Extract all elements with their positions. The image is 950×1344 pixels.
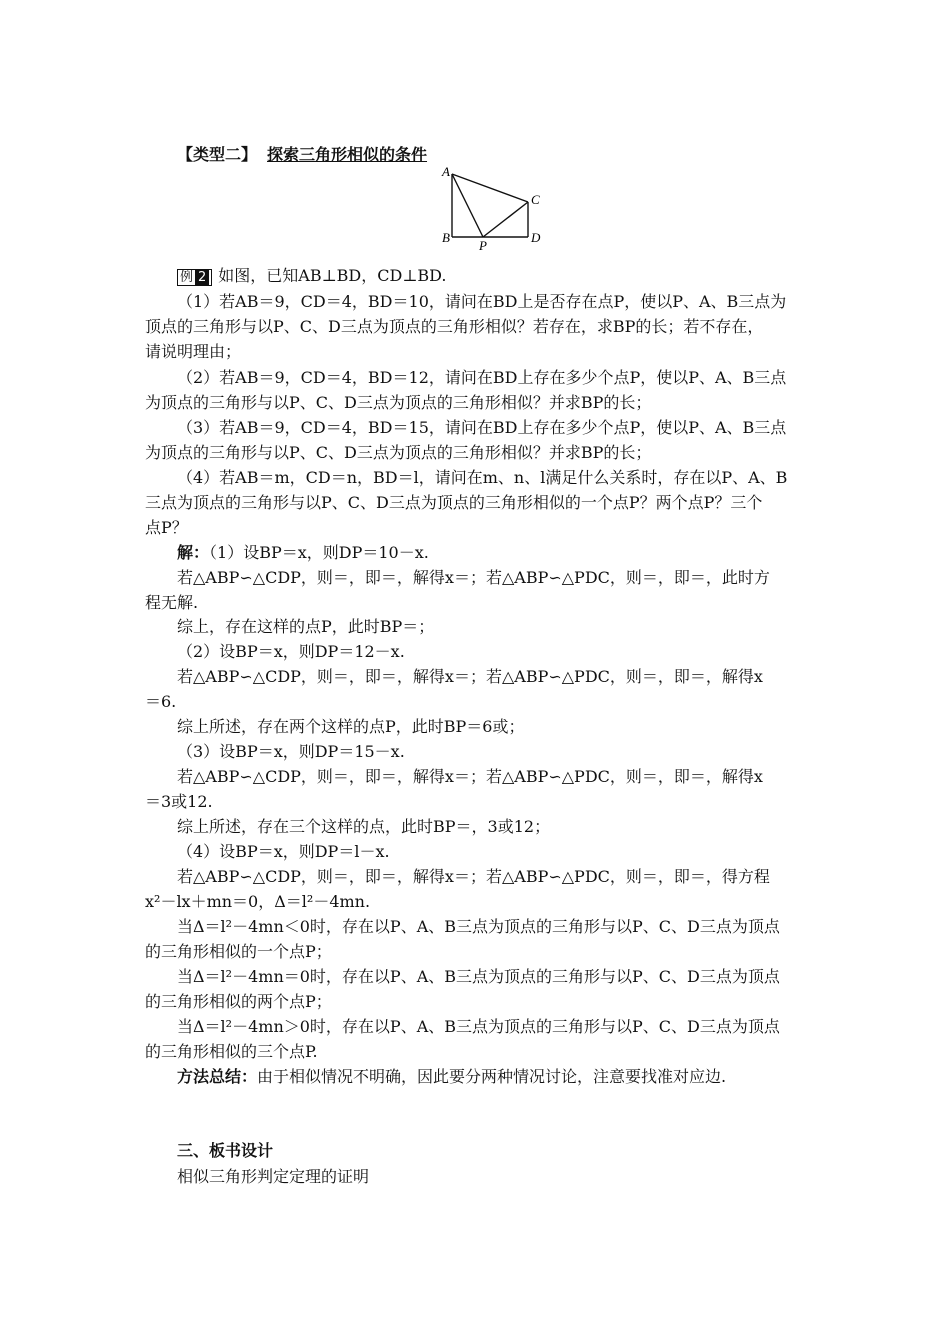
text-line: 当Δ＝l²－4mn＜0时，存在以P、A、B三点为顶点的三角形与以P、C、D三点为顶点	[177, 917, 780, 936]
solution-label: 解：	[177, 543, 210, 562]
example-badge: 例 2	[177, 269, 212, 286]
text-line: 若△ABP∽△CDP，则＝，即＝，解得x＝；若△ABP∽△PDC，则＝，即＝，此时方	[177, 568, 770, 587]
text-line: 当Δ＝l²－4mn＞0时，存在以P、A、B三点为顶点的三角形与以P、C、D三点为顶点	[177, 1017, 780, 1036]
label-a: A	[442, 164, 450, 179]
label-c: C	[531, 192, 540, 207]
text-line: 若△ABP∽△CDP，则＝，即＝，解得x＝；若△ABP∽△PDC，则＝，即＝，解得x	[177, 667, 763, 686]
text-line: 程无解.	[145, 593, 199, 612]
text-line: 当Δ＝l²－4mn＝0时，存在以P、A、B三点为顶点的三角形与以P、C、D三点为顶点	[177, 967, 780, 986]
text-line: ＝3或12.	[145, 792, 213, 811]
text-line: 综上所述，存在三个这样的点，此时BP＝，3或12；	[177, 817, 551, 836]
text-line: 综上所述，存在两个这样的点P，此时BP＝6或；	[177, 717, 525, 736]
text-line: （3）设BP＝x，则DP＝15－x.	[177, 742, 405, 761]
text-line: 为顶点的三角形与以P、C、D三点为顶点的三角形相似？并求BP的长；	[145, 393, 652, 412]
text-line: 顶点的三角形与以P、C、D三点为顶点的三角形相似？若存在，求BP的长；若不存在，	[145, 317, 764, 336]
section-title: 三、板书设计	[177, 1141, 274, 1160]
example-intro-line: 例 2 如图，已知AB⊥BD，CD⊥BD.	[177, 266, 842, 286]
text-line: （4）若AB＝m，CD＝n，BD＝l，请问在m、n、l满足什么关系时，存在以P、A、B	[177, 468, 788, 487]
section-heading	[177, 145, 427, 165]
text-line: 若△ABP∽△CDP，则＝，即＝，解得x＝；若△ABP∽△PDC，则＝，即＝，得方程	[177, 867, 770, 886]
text-line: 三点为顶点的三角形与以P、C、D三点为顶点的三角形相似的一个点P？两个点P？三个	[145, 493, 763, 512]
label-p: P	[479, 238, 487, 253]
text-line: （2）设BP＝x，则DP＝12－x.	[177, 642, 405, 661]
method-text: 由于相似情况不明确，因此要分两种情况讨论，注意要找准对应边.	[257, 1067, 727, 1086]
text-line: ＝6.	[145, 692, 177, 711]
geometry-figure	[438, 162, 548, 254]
section-body: 相似三角形判定定理的证明	[177, 1167, 370, 1186]
text-line: 的三角形相似的一个点P；	[145, 942, 332, 961]
heading-title: 探索三角形相似的条件	[267, 145, 428, 164]
text-line: 为顶点的三角形与以P、C、D三点为顶点的三角形相似？并求BP的长；	[145, 443, 652, 462]
method-label: 方法总结：	[177, 1067, 258, 1086]
text-line: （4）设BP＝x，则DP＝l－x.	[177, 842, 390, 861]
text-line: x²－lx＋mn＝0，Δ＝l²－4mn.	[145, 892, 371, 911]
heading-prefix: 【类型二】	[177, 145, 258, 164]
text-line: 点P？	[145, 518, 188, 537]
text-line: （3）若AB＝9，CD＝4，BD＝15，请问在BD上存在多少个点P，使以P、A、B三点	[177, 418, 787, 437]
text-line: 若△ABP∽△CDP，则＝，即＝，解得x＝；若△ABP∽△PDC，则＝，即＝，解得x	[177, 767, 763, 786]
segment-pc	[483, 202, 528, 237]
text-line: 的三角形相似的两个点P；	[145, 992, 332, 1011]
text-line: （2）若AB＝9，CD＝4，BD＝12，请问在BD上存在多少个点P，使以P、A、B三点	[177, 368, 787, 387]
solution-line: 解：（1）设BP＝x，则DP＝10－x.	[177, 543, 429, 562]
text-line: 的三角形相似的三个点P.	[145, 1042, 318, 1061]
text-line: 综上，存在这样的点P，此时BP＝；	[177, 617, 435, 636]
text-line: （1）若AB＝9，CD＝4，BD＝10，请问在BD上是否存在点P，使以P、A、B三点为	[177, 292, 787, 311]
method-summary	[177, 1067, 842, 1087]
label-b: B	[442, 230, 450, 245]
text-line: 请说明理由；	[145, 342, 242, 361]
label-d: D	[531, 230, 541, 245]
